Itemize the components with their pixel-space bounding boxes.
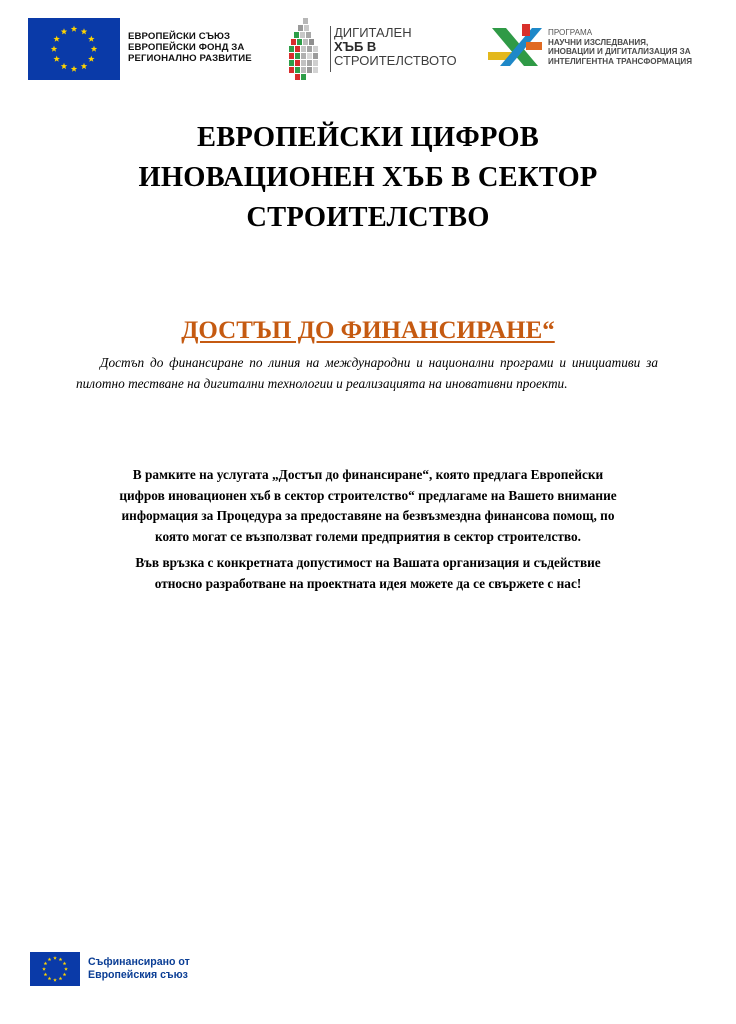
eu-star — [51, 46, 57, 52]
program-x-icon — [486, 22, 544, 72]
body-line: В рамките на услугата „Достъп до финансиране“, която предлага Европейски — [132, 467, 604, 482]
eu-star — [61, 63, 67, 69]
eu-logo-line: РЕГИОНАЛНО РАЗВИТИЕ — [128, 53, 252, 64]
program-logo-line: НАУЧНИ ИЗСЛЕДВАНИЯ, — [548, 37, 649, 47]
eu-star — [88, 36, 94, 42]
cofunded-text — [88, 956, 248, 982]
program-logo-line: ИНОВАЦИИ И ДИГИТАЛИЗАЦИЯ ЗА — [548, 47, 691, 57]
eu-star — [63, 962, 67, 966]
program-logo-line: ПРОГРАМА — [548, 28, 593, 37]
eu-star — [71, 66, 77, 72]
cofunded-line: Съфинансирано от — [88, 956, 190, 968]
logo-divider — [330, 26, 331, 72]
body-paragraph — [80, 465, 656, 547]
digital-hub-logo-text — [334, 26, 464, 68]
eu-star — [88, 56, 94, 62]
body-line: която могат се възползват големи предприятия в сектор строителство. — [155, 528, 581, 544]
contact-paragraph — [80, 553, 656, 594]
eu-star — [44, 962, 48, 966]
digital-hub-icon — [286, 16, 326, 82]
eu-star — [53, 56, 59, 62]
eu-star — [63, 973, 67, 977]
eu-star — [48, 957, 52, 961]
eu-flag-icon — [30, 952, 80, 986]
eu-star — [44, 973, 48, 977]
cofunded-line: Европейския съюз — [88, 969, 188, 981]
eu-star — [53, 36, 59, 42]
program-logo-text — [548, 28, 723, 66]
body-line: относно разработване на проектната идея можете да се свържете с нас! — [154, 575, 582, 591]
eu-star — [81, 63, 87, 69]
eu-fund-logo-text — [128, 31, 268, 64]
hub-logo-line: ХЪБ В — [334, 39, 377, 54]
title-line: ИНОВАЦИОНЕН ХЪБ В СЕКТОР — [138, 162, 598, 193]
eu-star — [42, 967, 46, 971]
body-line: информация за Процедура за предоставяне на безвъзмездна финансова помощ, по — [121, 508, 615, 523]
hub-logo-line: ДИГИТАЛЕН — [334, 25, 412, 40]
eu-star — [64, 967, 68, 971]
body-line: Във връзка с конкретната допустимост на Вашата организация и съдействие — [135, 555, 601, 570]
section-heading: ДОСТЪП ДО ФИНАНСИРАНЕ“ — [181, 317, 555, 344]
eu-star — [53, 956, 57, 960]
eu-logo-line: ЕВРОПЕЙСКИ ФОНД ЗА — [128, 42, 245, 53]
eu-star — [91, 46, 97, 52]
title-line: ЕВРОПЕЙСКИ ЦИФРОВ — [197, 122, 539, 153]
intro-text: Достъп до финансиране по линия на международни и национални програми и инициативи за пилотно тестване на дигитални технологии и реализацията на иновативни проекти. — [76, 355, 658, 391]
intro-paragraph — [76, 353, 658, 394]
program-logo-line: ИНТЕЛИГЕНТНА ТРАНСФОРМАЦИЯ — [548, 56, 693, 66]
eu-star — [61, 28, 67, 34]
body-line: цифров иновационен хъб в сектор строителство“ предлагаме на Вашето внимание — [119, 487, 617, 503]
eu-star — [53, 978, 57, 982]
hub-logo-line: СТРОИТЕЛСТВОТО — [334, 53, 457, 68]
eu-star — [71, 26, 77, 32]
title-line: СТРОИТЕЛСТВО — [246, 202, 490, 233]
eu-logo-line: ЕВРОПЕЙСКИ СЪЮЗ — [128, 31, 231, 42]
eu-star — [81, 28, 87, 34]
eu-flag-icon — [28, 18, 120, 80]
eu-star — [59, 957, 63, 961]
document-title — [90, 118, 646, 238]
eu-star — [59, 977, 63, 981]
eu-star — [48, 977, 52, 981]
